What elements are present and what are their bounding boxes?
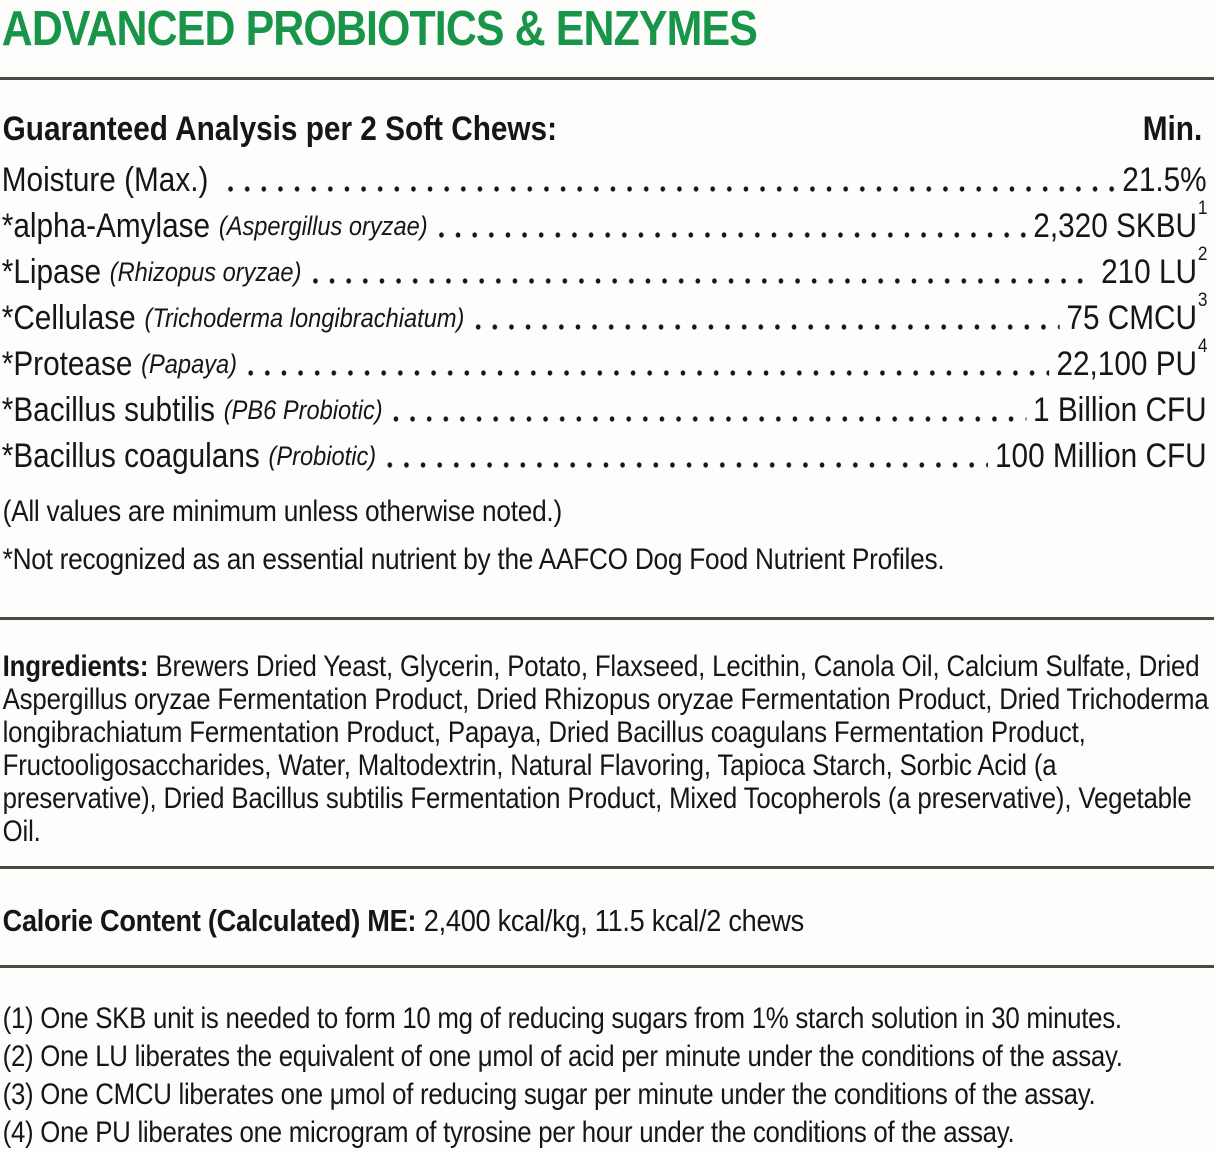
dot-leader	[386, 387, 1026, 433]
dot-leader	[241, 341, 1050, 387]
nutrient-value: 21.5%	[1122, 161, 1207, 199]
analysis-row-cellulase	[0, 289, 1214, 341]
dot-leader	[468, 295, 1060, 341]
footnote-marker: 3	[1197, 289, 1208, 312]
nutrient-name: *Lipase	[1, 253, 101, 291]
min-column-label: Min.	[1142, 110, 1203, 148]
divider-under-calorie	[0, 965, 1214, 968]
footnote-lu: (2) One LU liberates the equivalent of one μmol of acid per minute under the conditions of the assay.	[2, 1040, 1123, 1073]
divider-under-analysis	[0, 617, 1214, 620]
footnote-marker: 2	[1197, 243, 1208, 266]
nutrient-name: *Bacillus coagulans	[1, 437, 260, 475]
analysis-row-alpha-amylase	[0, 197, 1214, 249]
nutrient-name: *Cellulase	[1, 299, 136, 337]
nutrient-value: 75 CMCU$^3$	[1066, 289, 1208, 337]
guaranteed-analysis-table	[0, 157, 1214, 479]
nutrient-qualifier: (Aspergillus oryzae)	[218, 211, 428, 241]
dot-leader	[305, 249, 1094, 295]
divider-under-ingredients	[0, 866, 1214, 869]
nutrient-value: 210 $LU^2$	[1101, 243, 1208, 291]
nutrient-value: 1 Billion CFU	[1033, 391, 1207, 429]
analysis-row-protease	[0, 335, 1214, 387]
note-aafco: *Not recognized as an essential nutrient by the AAFCO Dog Food Nutrient Profiles.	[2, 543, 945, 576]
nutrient-qualifier: (Papaya)	[141, 349, 238, 379]
footnote-cmcu: (3) One CMCU liberates one μmol of reducing sugar per minute under the conditions of the assay.	[2, 1078, 1096, 1111]
dot-leader	[431, 203, 1026, 249]
calorie-content-line	[0, 903, 1214, 939]
footnotes-block	[0, 1000, 1214, 1152]
note-all-values-minimum: (All values are minimum unless otherwise noted.)	[2, 495, 562, 528]
analysis-row-moisture	[0, 157, 1214, 203]
ingredients-label: Ingredients:	[2, 650, 149, 683]
ingredients-paragraph	[0, 650, 1214, 848]
nutrient-value: 2,320 SKBU$^1$	[1033, 197, 1208, 245]
nutrient-name: Moisture (Max.)	[1, 161, 209, 199]
dot-leader	[380, 433, 988, 479]
footnote-marker: 1	[1197, 197, 1208, 220]
ingredients-text: Brewers Dried Yeast, Glycerin, Potato, Flaxseed, Lecithin, Canola Oil, Calcium Sulfate, Dried Aspergillus oryzae Fermentation Product, Dried Rhizopus oryzae Fermentation Product, Dried Trichoderma longibrachiatum Fermentation Product, Papaya, Dried Bacillus coagulans Fermentation Product, Fructooligosaccharides, Water, Maltodextrin, Natural Flavoring, Tapioca Starch, Sorbic Acid (a preservative), Dried Bacillus subtilis Fermentation Product, Mixed Tocopherols (a preservative), Vegetable Oil.	[2, 650, 1209, 848]
analysis-row-lipase	[0, 243, 1214, 295]
page-title: ADVANCED PROBIOTICS & ENZYMES	[1, 2, 757, 56]
calorie-content-label: Calorie Content (Calculated) ME:	[2, 903, 417, 938]
nutrient-qualifier: (Probiotic)	[268, 441, 377, 471]
calorie-content-value: 2,400 kcal/kg, 11.5 kcal/2 chews	[423, 903, 804, 938]
guaranteed-analysis-heading	[0, 109, 1214, 149]
footnote-marker: 4	[1197, 335, 1208, 358]
nutrient-name: *alpha-Amylase	[1, 207, 211, 245]
analysis-row-bacillus-subtilis	[0, 387, 1214, 433]
footnote-pu: (4) One PU liberates one microgram of tyrosine per hour under the conditions of the assay.	[2, 1116, 1015, 1149]
nutrient-name: *Bacillus subtilis	[1, 391, 216, 429]
nutrient-qualifier: (PB6 Probiotic)	[223, 395, 383, 425]
dot-leader	[221, 157, 1116, 203]
nutrient-qualifier: (Rhizopus oryzae)	[109, 257, 302, 287]
nutrient-value: 22,100 $PU^4$	[1056, 335, 1208, 383]
nutrient-value: 100 Million CFU	[994, 437, 1207, 475]
divider-under-title	[0, 77, 1214, 80]
guaranteed-analysis-title: Guaranteed Analysis per 2 Soft Chews:	[2, 110, 558, 148]
footnote-skb: (1) One SKB unit is needed to form 10 mg of reducing sugars from 1% starch solution in 30 minutes.	[2, 1002, 1122, 1035]
nutrient-qualifier: (Trichoderma longibrachiatum)	[144, 303, 465, 333]
nutrient-name: *Protease	[1, 345, 133, 383]
analysis-row-bacillus-coagulans	[0, 433, 1214, 479]
